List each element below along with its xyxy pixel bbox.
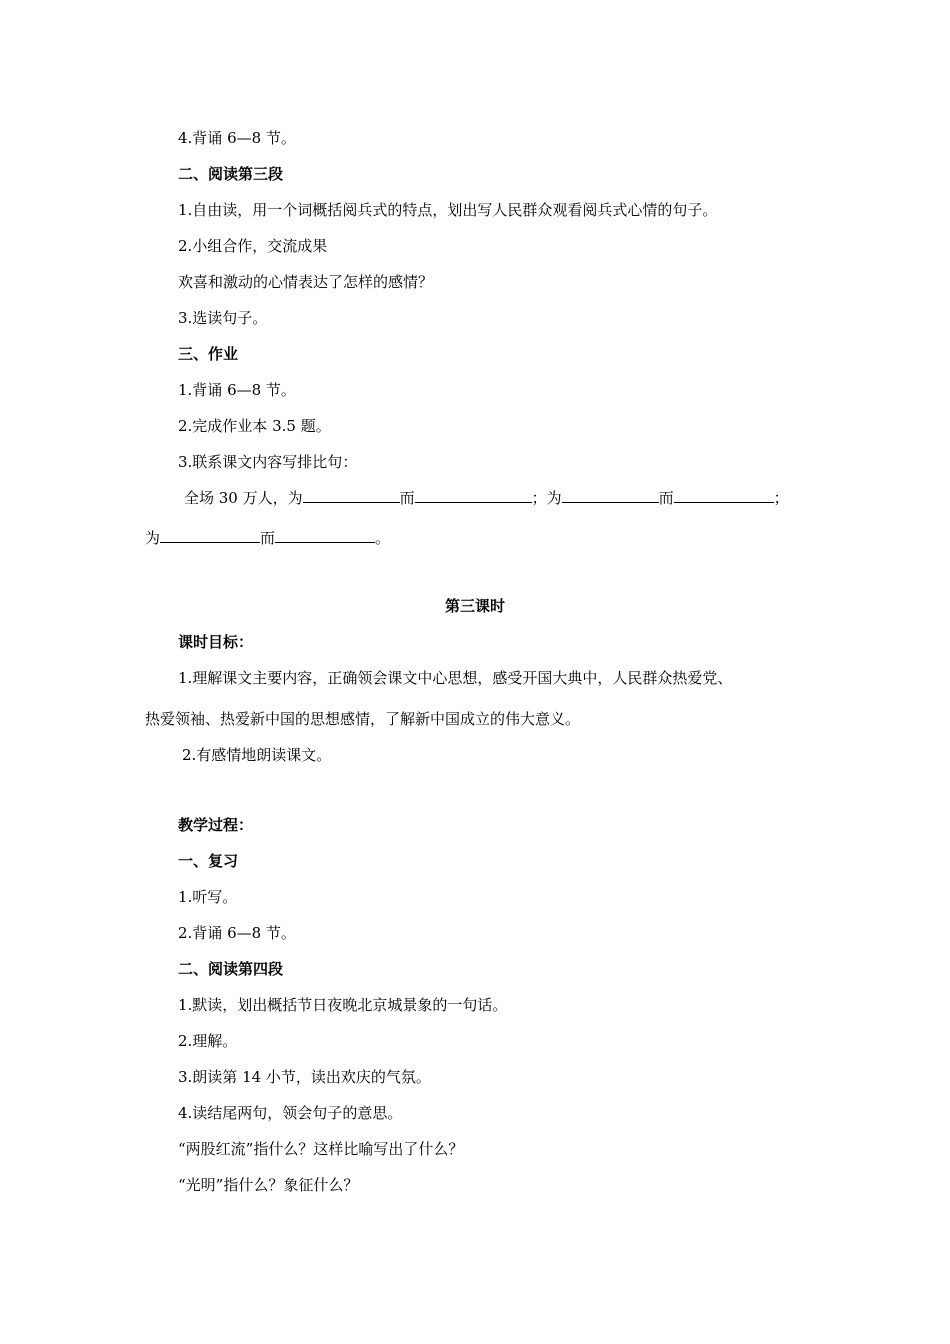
list-item: 2.有感情地朗读课文。 bbox=[182, 746, 332, 764]
list-item: 4.背诵 6—8 节。 bbox=[178, 129, 296, 147]
section-heading: 教学过程： bbox=[178, 816, 254, 834]
fill-blank[interactable] bbox=[275, 528, 375, 543]
fill-in-line-1 bbox=[184, 488, 789, 508]
list-item: 3.联系课文内容写排比句： bbox=[178, 453, 358, 471]
list-item-continuation: 热爱领袖、热爱新中国的思想感情，了解新中国成立的伟大意义。 bbox=[145, 710, 581, 728]
list-item: 1.听写。 bbox=[178, 888, 238, 906]
fill-text: 。 bbox=[375, 529, 391, 547]
fill-blank[interactable] bbox=[160, 528, 260, 543]
question: “两股红流”指什么？这样比喻写出了什么？ bbox=[178, 1140, 464, 1158]
list-item: 3.选读句子。 bbox=[178, 309, 268, 327]
section-heading: 课时目标： bbox=[178, 633, 254, 651]
section-heading: 二、阅读第四段 bbox=[178, 960, 284, 978]
fill-blank[interactable] bbox=[415, 488, 532, 503]
fill-text: 全场 30 万人，为 bbox=[184, 489, 303, 507]
list-item: 2.小组合作，交流成果 bbox=[178, 237, 328, 255]
list-item: 4.读结尾两句，领会句子的意思。 bbox=[178, 1104, 403, 1122]
list-item: 1.自由读，用一个词概括阅兵式的特点，划出写人民群众观看阅兵式心情的句子。 bbox=[178, 201, 718, 219]
fill-in-line-2 bbox=[145, 528, 390, 548]
question: “光明”指什么？象征什么？ bbox=[178, 1176, 359, 1194]
fill-text: 而 bbox=[260, 529, 276, 547]
fill-blank[interactable] bbox=[562, 488, 659, 503]
list-item: 2.完成作业本 3.5 题。 bbox=[178, 417, 331, 435]
fill-blank[interactable] bbox=[303, 488, 400, 503]
list-item: 1.默读，划出概括节日夜晚北京城景象的一句话。 bbox=[178, 996, 508, 1014]
list-item: 3.朗读第 14 小节，读出欢庆的气氛。 bbox=[178, 1068, 431, 1086]
section-heading: 二、阅读第三段 bbox=[178, 165, 284, 183]
list-item: 2.理解。 bbox=[178, 1032, 238, 1050]
list-item: 1.理解课文主要内容，正确领会课文中心思想，感受开国大典中，人民群众热爱党、 bbox=[178, 669, 733, 687]
fill-text: 而 bbox=[658, 489, 674, 507]
list-item: 2.背诵 6—8 节。 bbox=[178, 924, 296, 942]
section-heading: 三、作业 bbox=[178, 345, 239, 363]
fill-text: 而 bbox=[399, 489, 415, 507]
fill-blank[interactable] bbox=[674, 488, 774, 503]
list-item: 1.背诵 6—8 节。 bbox=[178, 381, 296, 399]
fill-text: ；为 bbox=[531, 489, 562, 507]
fill-text: ； bbox=[773, 489, 789, 507]
section-heading: 一、复习 bbox=[178, 852, 239, 870]
lesson-title: 第三课时 bbox=[444, 597, 505, 615]
fill-text: 为 bbox=[145, 529, 161, 547]
paragraph: 欢喜和激动的心情表达了怎样的感情？ bbox=[178, 273, 434, 291]
